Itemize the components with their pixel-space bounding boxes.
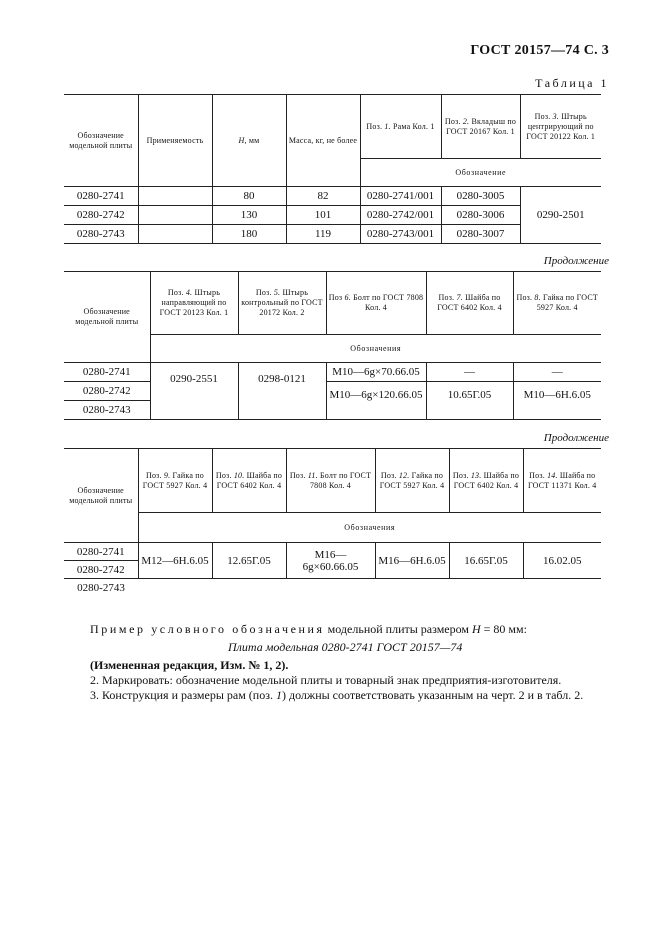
table-2: [64, 271, 601, 420]
t1-pos1: 0280-2743/001: [360, 225, 441, 244]
t2-header-pos6: Поз 6. Болт по ГОСТ 7808 Кол. 4: [326, 272, 426, 335]
t3-designation: 0280-2742: [64, 561, 138, 579]
t3-pos13: 16.65Г.05: [449, 543, 523, 579]
t1-application: [138, 206, 212, 225]
construction-item: 3. Конструкция и размеры рам (поз. 1) должны соответствовать указанным на черт. 2 и в табл. 2.: [90, 688, 584, 702]
t3-pos12: М16—6Н.6.05: [375, 543, 449, 579]
t2-subheader: Обозначения: [150, 335, 601, 363]
t1-designation: 0280-2741: [64, 187, 138, 206]
t1-pos2: 0280-3005: [441, 187, 520, 206]
t1-header-pos2: Поз. 2. Вкладыш по ГОСТ 20167 Кол. 1: [441, 95, 520, 159]
t1-header-pos1: Поз. 1. Рама Кол. 1: [360, 95, 441, 159]
t1-header-mass: Масса, кг, не более: [286, 95, 360, 187]
t3-header-pos10: Поз. 10. Шайба по ГОСТ 6402 Кол. 4: [212, 449, 286, 513]
t2-pos6: М10—6g×70.66.05: [326, 363, 426, 382]
table-row: [64, 187, 601, 206]
t3-header-pos14: Поз. 14. Шайба по ГОСТ 11371 Кол. 4: [523, 449, 601, 513]
t2-pos5: 0298-0121: [238, 363, 326, 420]
t2-designation: 0280-2741: [64, 363, 150, 382]
continuation-label: Продолжение: [543, 255, 609, 267]
table-row: [64, 363, 601, 382]
continuation-label: Продолжение: [543, 432, 609, 444]
t2-pos8: М10—6Н.6.05: [513, 382, 601, 420]
t3-subheader: Обозначения: [138, 513, 601, 543]
t2-pos7: —: [426, 363, 513, 382]
t1-application: [138, 225, 212, 244]
t1-pos2: 0280-3007: [441, 225, 520, 244]
table-row: [64, 543, 601, 561]
t1-h: 130: [212, 206, 286, 225]
page-header: ГОСТ 20157—74 С. 3: [470, 43, 609, 58]
example-line: Пример условного обозначения модельной плиты размером H = 80 мм:: [90, 622, 527, 636]
t3-designation: 0280-2743: [64, 579, 138, 597]
t1-mass: 82: [286, 187, 360, 206]
t3-pos11: М16—6g×60.66.05: [286, 543, 375, 579]
table-caption: Таблица 1: [535, 76, 609, 90]
t2-header-pos4: Поз. 4. Штырь направляющий по ГОСТ 20123 Кол. 1: [150, 272, 238, 335]
t3-pos14: 16.02.05: [523, 543, 601, 579]
t3-header-pos13: Поз. 13. Шайба по ГОСТ 6402 Кол. 4: [449, 449, 523, 513]
table-3: [64, 448, 601, 597]
t1-pos2: 0280-3006: [441, 206, 520, 225]
table-row: [64, 382, 601, 401]
t1-header-designation: Обозначение модельной плиты: [64, 95, 138, 187]
revision-note: (Измененная редакция, Изм. № 1, 2).: [90, 658, 289, 672]
t1-header-pos3: Поз. 3. Штырь центрирующий по ГОСТ 20122 Кол. 1: [520, 95, 601, 159]
t3-designation: 0280-2741: [64, 543, 138, 561]
t1-designation: 0280-2742: [64, 206, 138, 225]
t1-header-application: Применяемость: [138, 95, 212, 187]
t1-h: 180: [212, 225, 286, 244]
t2-header-pos5: Поз. 5. Штырь контрольный по ГОСТ 20172 Кол. 2: [238, 272, 326, 335]
marking-item: 2. Маркировать: обозначение модельной плиты и товарный знак предприятия-изготовителя.: [90, 673, 562, 687]
t3-header-pos12: Поз. 12. Гайка по ГОСТ 5927 Кол. 4: [375, 449, 449, 513]
t2-pos4: 0290-2551: [150, 363, 238, 420]
t3-header-pos9: Поз. 9. Гайка по ГОСТ 5927 Кол. 4: [138, 449, 212, 513]
t1-pos1: 0280-2741/001: [360, 187, 441, 206]
t1-pos1: 0280-2742/001: [360, 206, 441, 225]
t2-designation: 0280-2743: [64, 401, 150, 420]
t1-h: 80: [212, 187, 286, 206]
t1-subheader: Обозначение: [360, 159, 601, 187]
t2-header-pos8: Поз. 8. Гайка по ГОСТ 5927 Кол. 4: [513, 272, 601, 335]
example-designation: Плита модельная 0280-2741 ГОСТ 20157—74: [228, 640, 463, 654]
t2-designation: 0280-2742: [64, 382, 150, 401]
table-row: [64, 579, 601, 597]
t1-mass: 119: [286, 225, 360, 244]
t2-pos7: 10.65Г.05: [426, 382, 513, 420]
t1-application: [138, 187, 212, 206]
t1-mass: 101: [286, 206, 360, 225]
t2-pos6: М10—6g×120.66.05: [326, 382, 426, 420]
t1-designation: 0280-2743: [64, 225, 138, 244]
t1-header-h: H, мм: [212, 95, 286, 187]
t2-pos8: —: [513, 363, 601, 382]
t1-pos3: 0290-2501: [520, 187, 601, 244]
table-1: [64, 94, 601, 244]
t3-header-pos11: Поз. 11. Болт по ГОСТ 7808 Кол. 4: [286, 449, 375, 513]
t3-pos10: 12.65Г.05: [212, 543, 286, 579]
t3-pos9: М12—6Н.6.05: [138, 543, 212, 579]
t2-header-designation: Обозначение модельной плиты: [64, 272, 150, 363]
t2-header-pos7: Поз. 7. Шайба по ГОСТ 6402 Кол. 4: [426, 272, 513, 335]
example-label: Пример условного обозначения: [90, 622, 325, 636]
t3-header-designation: Обозначение модельной плиты: [64, 449, 138, 543]
